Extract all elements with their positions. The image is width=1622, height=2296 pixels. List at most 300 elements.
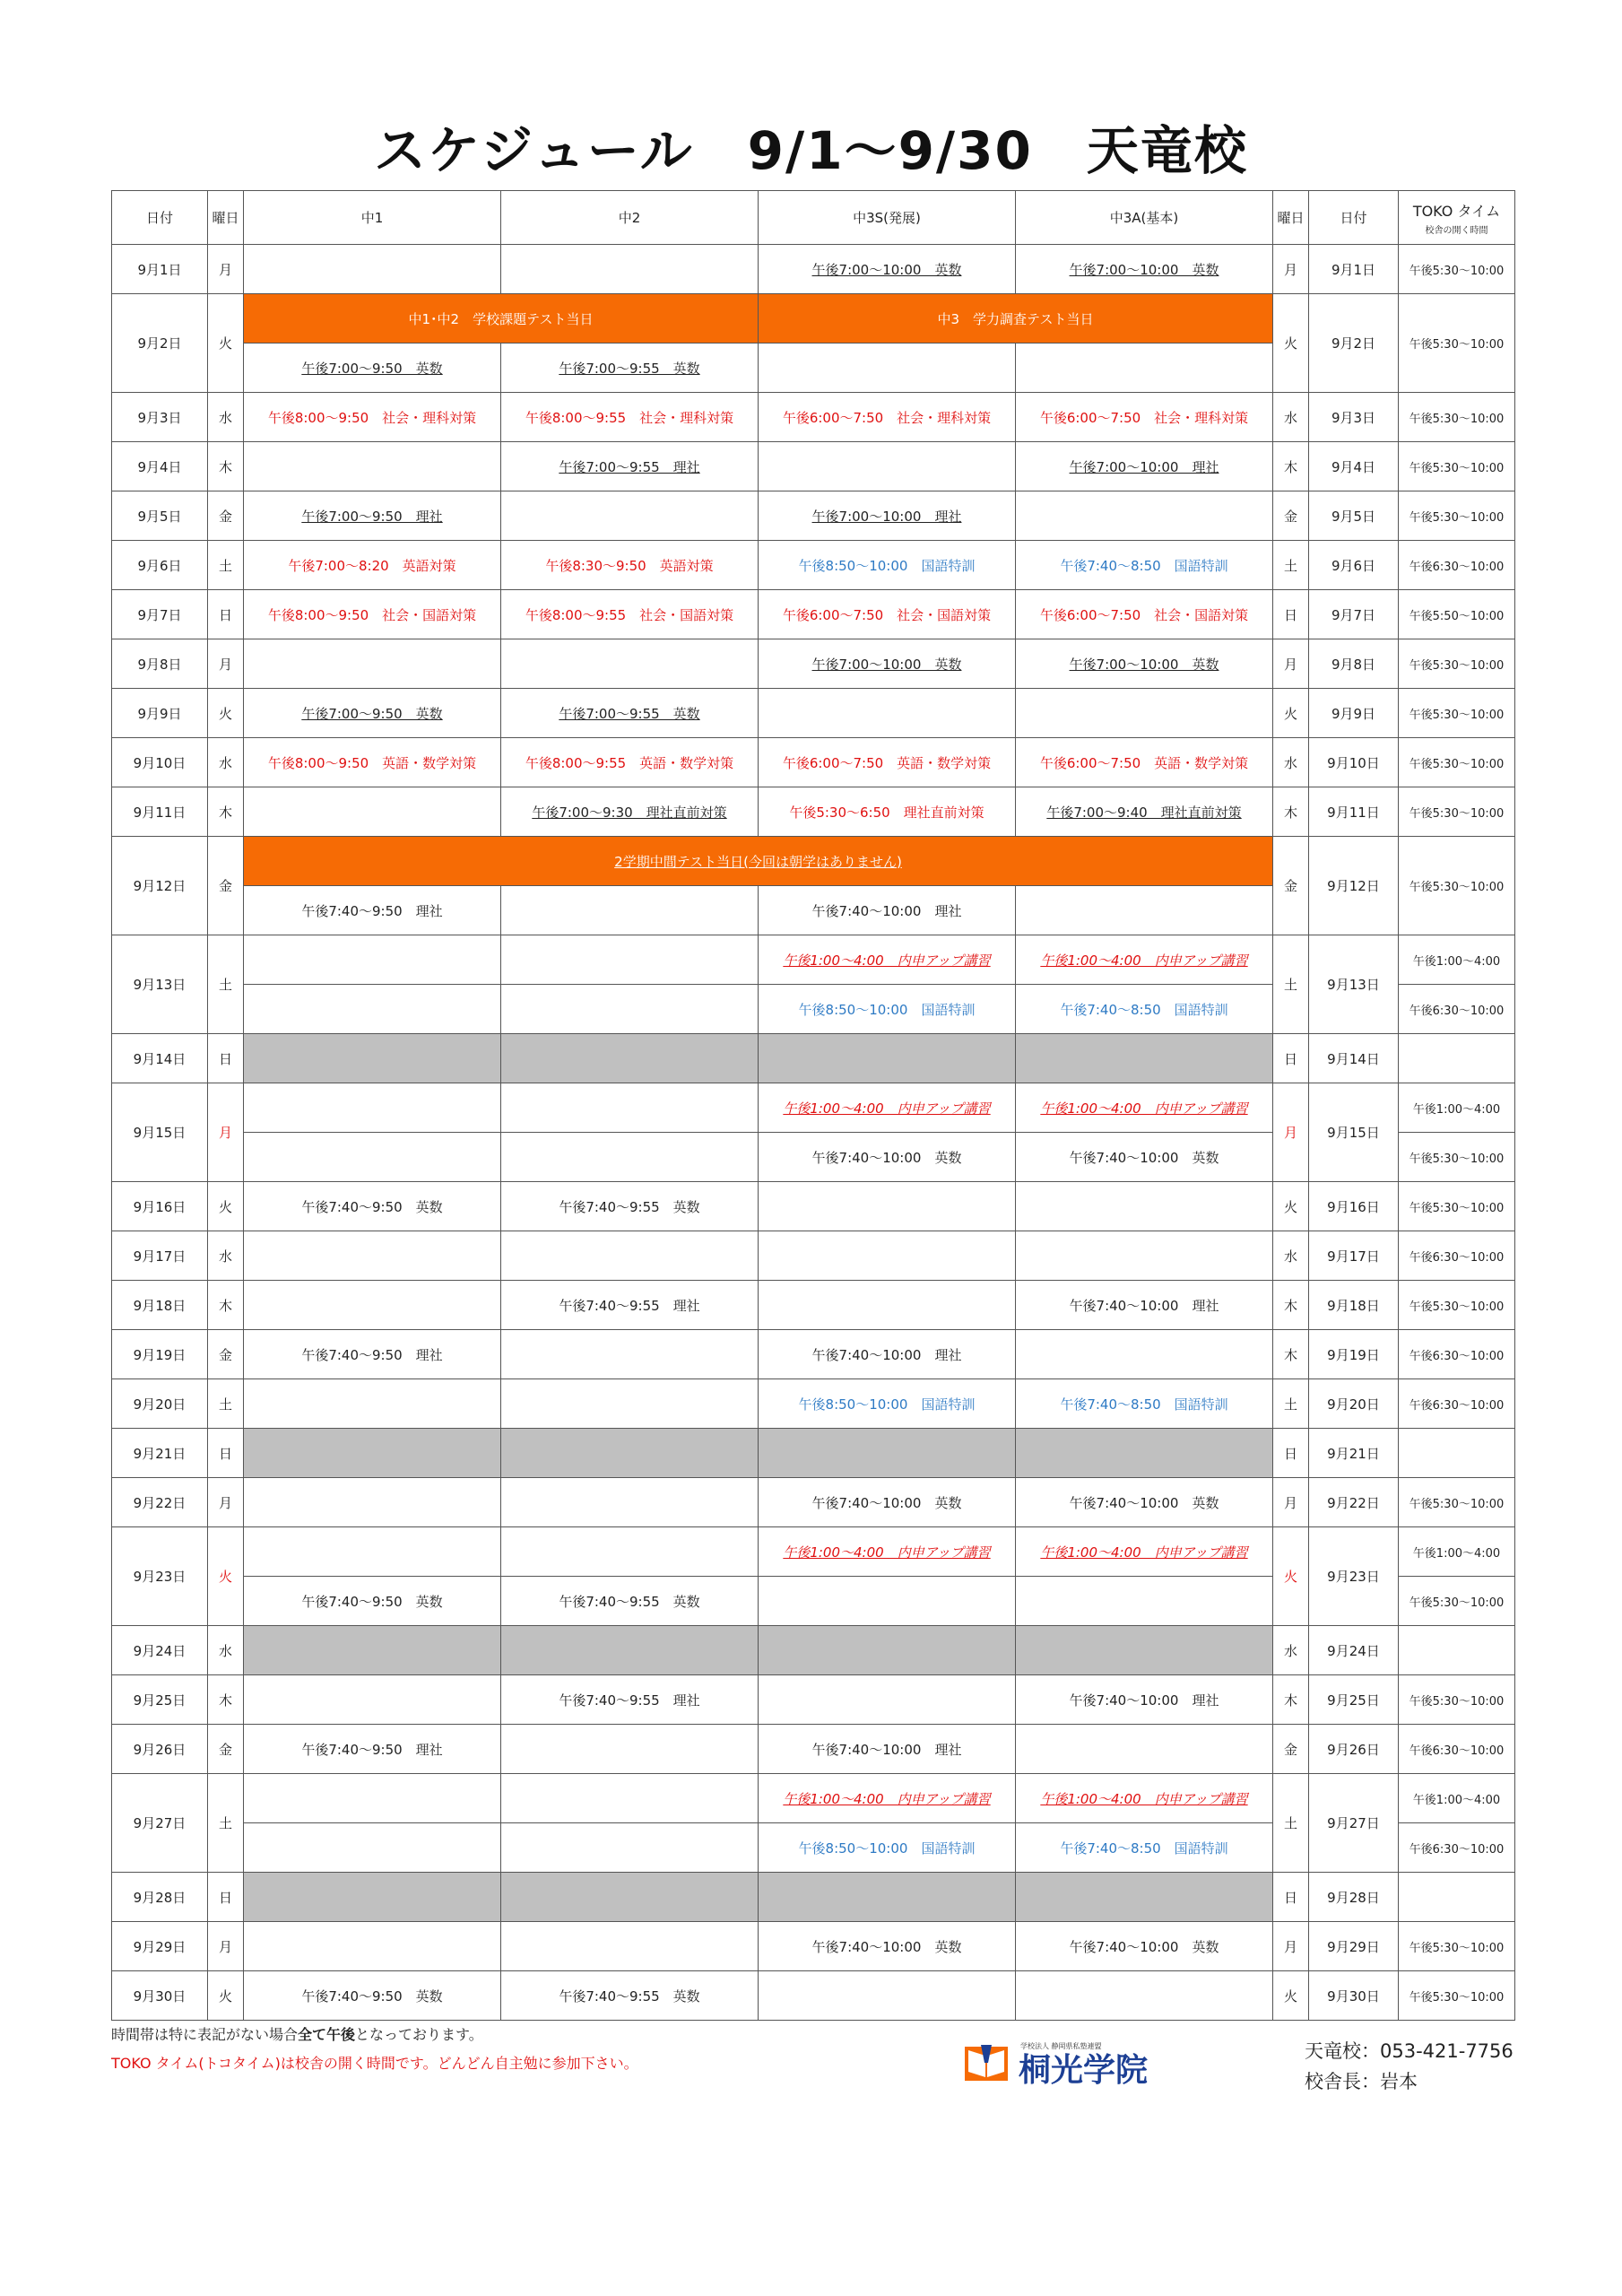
toko-cell: 午後5:30〜10:00 <box>1399 787 1515 837</box>
c3s-cell: 午後6:00〜7:50 社会・理科対策 <box>759 393 1016 442</box>
table-row <box>112 1231 1515 1281</box>
c2-cell: 午後8:00〜9:55 英語・数学対策 <box>501 738 759 787</box>
date-cell-right: 9月3日 <box>1309 393 1399 442</box>
footer-note-part: 時間帯は特に表記がない場合 <box>111 2026 299 2043</box>
date-cell-right: 9月8日 <box>1309 639 1399 689</box>
table-row <box>112 1083 1515 1133</box>
dow-cell: 土 <box>208 1379 244 1429</box>
date-cell: 9月17日 <box>112 1231 208 1281</box>
dow-cell: 火 <box>208 1527 244 1626</box>
toko-cell: 午後5:30〜10:00 <box>1399 689 1515 738</box>
table-row <box>112 1527 1515 1577</box>
c3s-cell: 午後7:40〜10:00 英数 <box>759 1478 1016 1527</box>
c1-cell <box>244 442 501 491</box>
date-cell-right: 9月30日 <box>1309 1971 1399 2021</box>
c1-cell <box>244 1922 501 1971</box>
footer-note-bold: 全て午後 <box>298 2026 356 2043</box>
c3a-cell <box>1016 1182 1273 1231</box>
dow-cell: 金 <box>208 837 244 935</box>
dow-cell: 日 <box>208 1873 244 1922</box>
table-row <box>112 738 1515 787</box>
c1-cell <box>244 935 501 985</box>
toko-cell: 午後5:50〜10:00 <box>1399 590 1515 639</box>
dow-cell: 月 <box>208 1922 244 1971</box>
toko-cell <box>1399 1429 1515 1478</box>
c3s-cell: 午後7:00〜10:00 英数 <box>759 245 1016 294</box>
date-cell: 9月18日 <box>112 1281 208 1330</box>
date-cell: 9月3日 <box>112 393 208 442</box>
table-row <box>112 1774 1515 1823</box>
date-cell-right: 9月11日 <box>1309 787 1399 837</box>
date-cell: 9月26日 <box>112 1725 208 1774</box>
c1-cell: 午後7:40〜9:50 英数 <box>244 1577 501 1626</box>
footer-note-toko: TOKO タイム(トコタイム)は校舎の開く時間です。どんどん自主勉に参加下さい。 <box>111 2055 638 2072</box>
closed-cell <box>759 1626 1016 1675</box>
c3a-cell <box>1016 491 1273 541</box>
dow-cell-right: 日 <box>1273 590 1309 639</box>
date-cell: 9月1日 <box>112 245 208 294</box>
date-cell-right: 9月16日 <box>1309 1182 1399 1231</box>
closed-cell <box>501 1626 759 1675</box>
c2-cell <box>501 886 759 935</box>
toko-cell: 午後5:30〜10:00 <box>1399 837 1515 935</box>
c3a-cell: 午後1:00〜4:00 内申アップ講習 <box>1016 935 1273 985</box>
toko-cell <box>1399 1873 1515 1922</box>
c1-cell: 午後8:00〜9:50 社会・国語対策 <box>244 590 501 639</box>
dow-cell: 土 <box>208 541 244 590</box>
c1-cell <box>244 1231 501 1281</box>
c2-cell <box>501 245 759 294</box>
c2-cell <box>501 1774 759 1823</box>
c2-cell: 午後7:00〜9:55 英数 <box>501 344 759 393</box>
c1-cell: 午後7:40〜9:50 理社 <box>244 1330 501 1379</box>
header-c3a: 中3A(基本) <box>1016 191 1273 245</box>
date-cell-right: 9月27日 <box>1309 1774 1399 1873</box>
date-cell-right: 9月2日 <box>1309 294 1399 393</box>
table-row <box>112 1330 1515 1379</box>
table-row <box>112 1922 1515 1971</box>
page-title: スケジュール 9/1〜9/30 天竜校 <box>374 120 1248 181</box>
c3a-cell <box>1016 689 1273 738</box>
c3s-cell: 午後8:50〜10:00 国語特訓 <box>759 541 1016 590</box>
contact-manager: 校舎長：岩本 <box>1305 2071 1418 2092</box>
toko-cell: 午後5:30〜10:00 <box>1399 442 1515 491</box>
dow-cell: 火 <box>208 294 244 393</box>
c3s-cell: 午後7:40〜10:00 理社 <box>759 1725 1016 1774</box>
date-cell-right: 9月10日 <box>1309 738 1399 787</box>
date-cell-right: 9月26日 <box>1309 1725 1399 1774</box>
toko-cell: 午後5:30〜10:00 <box>1399 1971 1515 2021</box>
dow-cell-right: 木 <box>1273 1330 1309 1379</box>
toko-cell: 午後6:30〜10:00 <box>1399 985 1515 1034</box>
dow-cell-right: 火 <box>1273 1971 1309 2021</box>
dow-cell-right: 土 <box>1273 1774 1309 1873</box>
c1-cell: 午後7:00〜9:50 英数 <box>244 344 501 393</box>
closed-cell <box>1016 1873 1273 1922</box>
c3a-cell: 午後7:40〜8:50 国語特訓 <box>1016 541 1273 590</box>
c2-cell: 午後7:40〜9:55 英数 <box>501 1971 759 2021</box>
date-cell-right: 9月18日 <box>1309 1281 1399 1330</box>
dow-cell: 月 <box>208 1478 244 1527</box>
toko-title: TOKO タイム <box>1412 202 1501 220</box>
date-cell: 9月24日 <box>112 1626 208 1675</box>
table-row <box>112 590 1515 639</box>
closed-cell <box>244 1873 501 1922</box>
c1-cell: 午後7:00〜9:50 理社 <box>244 491 501 541</box>
c3s-cell: 午後8:50〜10:00 国語特訓 <box>759 985 1016 1034</box>
dow-cell: 火 <box>208 1971 244 2021</box>
c1-cell <box>244 1675 501 1725</box>
dow-cell: 金 <box>208 1725 244 1774</box>
dow-cell: 金 <box>208 491 244 541</box>
dow-cell-right: 木 <box>1273 787 1309 837</box>
dow-cell: 月 <box>208 1083 244 1182</box>
c2-cell <box>501 1725 759 1774</box>
c2-cell <box>501 1379 759 1429</box>
header-toko <box>1399 191 1515 245</box>
c3s-cell: 午後8:50〜10:00 国語特訓 <box>759 1379 1016 1429</box>
toko-cell: 午後5:30〜10:00 <box>1399 393 1515 442</box>
date-cell-right: 9月23日 <box>1309 1527 1399 1626</box>
c3s-cell: 午後7:40〜10:00 英数 <box>759 1133 1016 1182</box>
c1-cell <box>244 1527 501 1577</box>
date-cell: 9月20日 <box>112 1379 208 1429</box>
table-row <box>112 1281 1515 1330</box>
dow-cell: 水 <box>208 738 244 787</box>
closed-cell <box>501 1429 759 1478</box>
table-row <box>112 491 1515 541</box>
toko-cell <box>1399 1626 1515 1675</box>
dow-cell: 日 <box>208 590 244 639</box>
toko-cell: 午後5:30〜10:00 <box>1399 738 1515 787</box>
c3a-cell: 午後1:00〜4:00 内申アップ講習 <box>1016 1774 1273 1823</box>
dow-cell-right: 金 <box>1273 1725 1309 1774</box>
date-cell: 9月21日 <box>112 1429 208 1478</box>
c3s-cell <box>759 1577 1016 1626</box>
dow-cell: 火 <box>208 1182 244 1231</box>
dow-cell: 木 <box>208 1281 244 1330</box>
c3s-cell: 午後5:30〜6:50 理社直前対策 <box>759 787 1016 837</box>
footer-notes <box>111 2021 1008 2078</box>
book-logo-icon <box>961 2036 1230 2090</box>
date-cell: 9月25日 <box>112 1675 208 1725</box>
dow-cell: 火 <box>208 689 244 738</box>
c3a-cell <box>1016 886 1273 935</box>
date-cell-right: 9月9日 <box>1309 689 1399 738</box>
c3a-cell: 午後7:40〜10:00 英数 <box>1016 1922 1273 1971</box>
c3s-cell <box>759 442 1016 491</box>
date-cell: 9月11日 <box>112 787 208 837</box>
c2-cell <box>501 1823 759 1873</box>
date-cell-right: 9月24日 <box>1309 1626 1399 1675</box>
header-c1: 中1 <box>244 191 501 245</box>
c3a-cell: 午後7:00〜9:40 理社直前対策 <box>1016 787 1273 837</box>
c1-cell: 午後8:00〜9:50 英語・数学対策 <box>244 738 501 787</box>
date-cell: 9月15日 <box>112 1083 208 1182</box>
c2-cell <box>501 1922 759 1971</box>
toko-cell: 午後1:00〜4:00 <box>1399 1083 1515 1133</box>
toko-cell: 午後5:30〜10:00 <box>1399 1133 1515 1182</box>
date-cell: 9月30日 <box>112 1971 208 2021</box>
toko-cell: 午後1:00〜4:00 <box>1399 1774 1515 1823</box>
c3s-cell: 午後7:00〜10:00 理社 <box>759 491 1016 541</box>
dow-cell: 月 <box>208 639 244 689</box>
toko-cell: 午後5:30〜10:00 <box>1399 639 1515 689</box>
c3s-cell <box>759 1231 1016 1281</box>
c1-cell <box>244 1379 501 1429</box>
c1-cell <box>244 245 501 294</box>
table-row <box>112 1675 1515 1725</box>
test-banner-c12: 中1･中2 学校課題テスト当日 <box>244 294 759 344</box>
toko-cell: 午後6:30〜10:00 <box>1399 1231 1515 1281</box>
c3s-cell: 午後8:50〜10:00 国語特訓 <box>759 1823 1016 1873</box>
c2-cell <box>501 1527 759 1577</box>
c1-cell <box>244 1823 501 1873</box>
c2-cell: 午後7:40〜9:55 理社 <box>501 1281 759 1330</box>
logo-name: 桐光学院 <box>1019 2052 1149 2089</box>
c1-cell: 午後7:00〜8:20 英語対策 <box>244 541 501 590</box>
c3a-cell: 午後7:40〜8:50 国語特訓 <box>1016 985 1273 1034</box>
table-row <box>112 837 1515 886</box>
date-cell-right: 9月19日 <box>1309 1330 1399 1379</box>
c2-cell: 午後7:40〜9:55 英数 <box>501 1182 759 1231</box>
dow-cell: 木 <box>208 1675 244 1725</box>
dow-cell-right: 水 <box>1273 1231 1309 1281</box>
date-cell-right: 9月1日 <box>1309 245 1399 294</box>
date-cell-right: 9月22日 <box>1309 1478 1399 1527</box>
table-row <box>112 294 1515 344</box>
header-date2: 日付 <box>1309 191 1399 245</box>
header-row <box>112 191 1515 245</box>
c3s-cell <box>759 1675 1016 1725</box>
closed-cell <box>501 1034 759 1083</box>
c1-cell <box>244 787 501 837</box>
date-cell: 9月8日 <box>112 639 208 689</box>
date-cell: 9月28日 <box>112 1873 208 1922</box>
c2-cell <box>501 1478 759 1527</box>
header-c3s: 中3S(発展) <box>759 191 1016 245</box>
dow-cell-right: 木 <box>1273 1675 1309 1725</box>
dow-cell-right: 土 <box>1273 1379 1309 1429</box>
c2-cell <box>501 985 759 1034</box>
dow-cell-right: 木 <box>1273 442 1309 491</box>
c2-cell: 午後8:30〜9:50 英語対策 <box>501 541 759 590</box>
toko-cell: 午後5:30〜10:00 <box>1399 1577 1515 1626</box>
table-row <box>112 541 1515 590</box>
c3s-cell: 午後1:00〜4:00 内申アップ講習 <box>759 935 1016 985</box>
c2-cell <box>501 1330 759 1379</box>
c3a-cell: 午後7:40〜8:50 国語特訓 <box>1016 1823 1273 1873</box>
closed-cell <box>759 1429 1016 1478</box>
toko-cell: 午後5:30〜10:00 <box>1399 1182 1515 1231</box>
table-row <box>112 689 1515 738</box>
table-row <box>112 1873 1515 1922</box>
c3a-cell: 午後7:40〜10:00 英数 <box>1016 1478 1273 1527</box>
school-logo <box>961 2036 1230 2090</box>
c3a-cell <box>1016 1330 1273 1379</box>
contact-info <box>1305 2036 1514 2097</box>
test-banner-c3: 中3 学力調査テスト当日 <box>759 294 1273 344</box>
dow-cell-right: 火 <box>1273 294 1309 393</box>
table-row <box>112 393 1515 442</box>
dow-cell-right: 日 <box>1273 1429 1309 1478</box>
c2-cell: 午後7:00〜9:55 理社 <box>501 442 759 491</box>
c2-cell <box>501 639 759 689</box>
closed-cell <box>244 1626 501 1675</box>
contact-phone: 天竜校：053-421-7756 <box>1305 2040 1514 2062</box>
table-row <box>112 442 1515 491</box>
c3s-cell <box>759 1182 1016 1231</box>
c1-cell: 午後7:40〜9:50 理社 <box>244 1725 501 1774</box>
dow-cell: 土 <box>208 1774 244 1873</box>
toko-cell: 午後6:30〜10:00 <box>1399 1725 1515 1774</box>
c3a-cell <box>1016 1231 1273 1281</box>
toko-cell <box>1399 1034 1515 1083</box>
c3s-cell <box>759 1281 1016 1330</box>
closed-cell <box>1016 1429 1273 1478</box>
c2-cell <box>501 491 759 541</box>
c3s-cell: 午後1:00〜4:00 内申アップ講習 <box>759 1083 1016 1133</box>
c1-cell: 午後7:00〜9:50 英数 <box>244 689 501 738</box>
c3s-cell: 午後7:00〜10:00 英数 <box>759 639 1016 689</box>
c1-cell: 午後7:40〜9:50 英数 <box>244 1971 501 2021</box>
c3s-cell <box>759 344 1016 393</box>
midterm-banner-text: 2学期中間テスト当日(今回は朝学はありません) <box>614 853 902 870</box>
closed-cell <box>759 1873 1016 1922</box>
closed-cell <box>759 1034 1016 1083</box>
toko-cell: 午後6:30〜10:00 <box>1399 1823 1515 1873</box>
c3a-cell: 午後7:00〜10:00 英数 <box>1016 245 1273 294</box>
header-date: 日付 <box>112 191 208 245</box>
c3a-cell <box>1016 1725 1273 1774</box>
c3a-cell <box>1016 1971 1273 2021</box>
dow-cell-right: 金 <box>1273 837 1309 935</box>
dow-cell: 金 <box>208 1330 244 1379</box>
table-row <box>112 787 1515 837</box>
date-cell-right: 9月14日 <box>1309 1034 1399 1083</box>
toko-cell: 午後5:30〜10:00 <box>1399 1281 1515 1330</box>
date-cell: 9月23日 <box>112 1527 208 1626</box>
dow-cell-right: 日 <box>1273 1873 1309 1922</box>
table-row <box>112 1182 1515 1231</box>
date-cell-right: 9月15日 <box>1309 1083 1399 1182</box>
dow-cell-right: 日 <box>1273 1034 1309 1083</box>
c3a-cell: 午後1:00〜4:00 内申アップ講習 <box>1016 1083 1273 1133</box>
dow-cell-right: 火 <box>1273 1182 1309 1231</box>
table-row <box>112 1626 1515 1675</box>
table-row <box>112 1971 1515 2021</box>
dow-cell-right: 土 <box>1273 935 1309 1034</box>
header-day: 曜日 <box>208 191 244 245</box>
dow-cell-right: 月 <box>1273 245 1309 294</box>
dow-cell-right: 月 <box>1273 1478 1309 1527</box>
c1-cell: 午後7:40〜9:50 理社 <box>244 886 501 935</box>
c2-cell: 午後8:00〜9:55 社会・国語対策 <box>501 590 759 639</box>
c3a-cell: 午後7:40〜10:00 英数 <box>1016 1133 1273 1182</box>
c2-cell: 午後7:00〜9:30 理社直前対策 <box>501 787 759 837</box>
dow-cell-right: 金 <box>1273 491 1309 541</box>
c3a-cell: 午後7:00〜10:00 英数 <box>1016 639 1273 689</box>
c3a-cell: 午後7:40〜10:00 理社 <box>1016 1281 1273 1330</box>
toko-subtitle: 校舎の開く時間 <box>1425 225 1488 236</box>
date-cell-right: 9月7日 <box>1309 590 1399 639</box>
date-cell-right: 9月29日 <box>1309 1922 1399 1971</box>
dow-cell-right: 火 <box>1273 689 1309 738</box>
footer-note-part: となっております。 <box>355 2026 483 2043</box>
table-row <box>112 639 1515 689</box>
date-cell: 9月27日 <box>112 1774 208 1873</box>
c3a-cell: 午後7:40〜8:50 国語特訓 <box>1016 1379 1273 1429</box>
c1-cell <box>244 1774 501 1823</box>
toko-cell: 午後5:30〜10:00 <box>1399 245 1515 294</box>
dow-cell: 水 <box>208 393 244 442</box>
date-cell-right: 9月5日 <box>1309 491 1399 541</box>
c1-cell <box>244 1478 501 1527</box>
toko-cell: 午後1:00〜4:00 <box>1399 935 1515 985</box>
dow-cell-right: 月 <box>1273 1083 1309 1182</box>
table-row <box>112 1034 1515 1083</box>
toko-cell: 午後5:30〜10:00 <box>1399 1675 1515 1725</box>
dow-cell-right: 火 <box>1273 1527 1309 1626</box>
c3a-cell: 午後1:00〜4:00 内申アップ講習 <box>1016 1527 1273 1577</box>
c2-cell: 午後8:00〜9:55 社会・理科対策 <box>501 393 759 442</box>
footer-note-time <box>111 2021 1008 2049</box>
dow-cell: 日 <box>208 1429 244 1478</box>
toko-cell: 午後6:30〜10:00 <box>1399 1330 1515 1379</box>
table-row <box>112 245 1515 294</box>
c3s-cell: 午後7:40〜10:00 理社 <box>759 1330 1016 1379</box>
table-row <box>112 1429 1515 1478</box>
dow-cell: 木 <box>208 787 244 837</box>
date-cell-right: 9月4日 <box>1309 442 1399 491</box>
date-cell-right: 9月25日 <box>1309 1675 1399 1725</box>
dow-cell-right: 水 <box>1273 393 1309 442</box>
c3a-cell: 午後7:00〜10:00 理社 <box>1016 442 1273 491</box>
closed-cell <box>501 1873 759 1922</box>
date-cell-right: 9月21日 <box>1309 1429 1399 1478</box>
c3a-cell: 午後6:00〜7:50 社会・理科対策 <box>1016 393 1273 442</box>
date-cell: 9月12日 <box>112 837 208 935</box>
c1-cell <box>244 1281 501 1330</box>
dow-cell-right: 月 <box>1273 639 1309 689</box>
dow-cell: 水 <box>208 1626 244 1675</box>
dow-cell-right: 月 <box>1273 1922 1309 1971</box>
c2-cell <box>501 1083 759 1133</box>
c1-cell <box>244 639 501 689</box>
header-c2: 中2 <box>501 191 759 245</box>
c3s-cell: 午後1:00〜4:00 内申アップ講習 <box>759 1774 1016 1823</box>
date-cell: 9月5日 <box>112 491 208 541</box>
c1-cell <box>244 1133 501 1182</box>
date-cell-right: 9月17日 <box>1309 1231 1399 1281</box>
table-row <box>112 1725 1515 1774</box>
dow-cell-right: 木 <box>1273 1281 1309 1330</box>
c2-cell: 午後7:40〜9:55 理社 <box>501 1675 759 1725</box>
date-cell-right: 9月20日 <box>1309 1379 1399 1429</box>
c3a-cell: 午後6:00〜7:50 英語・数学対策 <box>1016 738 1273 787</box>
dow-cell: 木 <box>208 442 244 491</box>
closed-cell <box>1016 1626 1273 1675</box>
date-cell: 9月22日 <box>112 1478 208 1527</box>
dow-cell: 土 <box>208 935 244 1034</box>
toko-cell: 午後6:30〜10:00 <box>1399 1379 1515 1429</box>
c2-cell <box>501 1133 759 1182</box>
table-row <box>112 935 1515 985</box>
table-row <box>112 1478 1515 1527</box>
closed-cell <box>244 1034 501 1083</box>
c2-cell: 午後7:40〜9:55 英数 <box>501 1577 759 1626</box>
date-cell: 9月16日 <box>112 1182 208 1231</box>
